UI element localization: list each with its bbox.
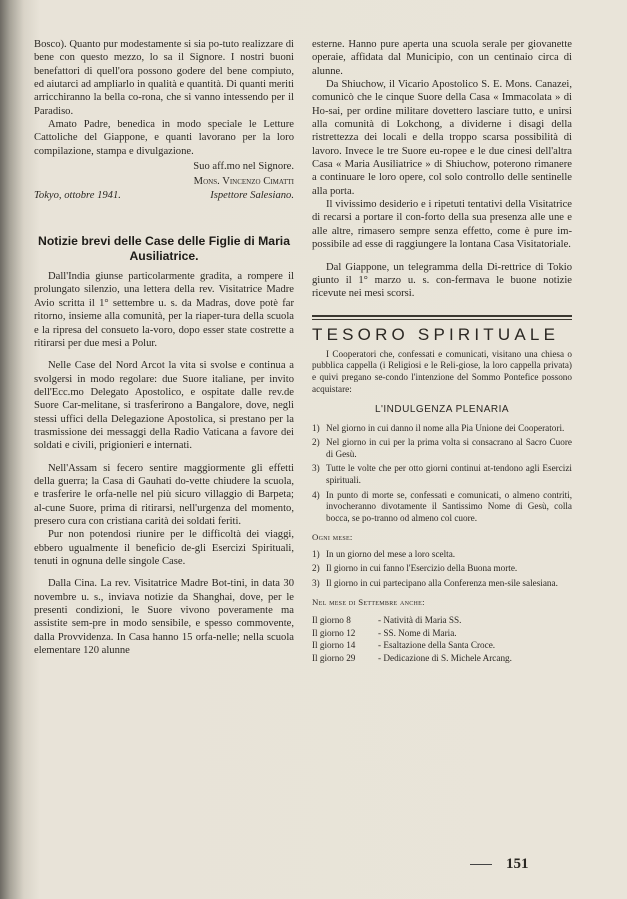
news-paragraph-visitatrice: Il vivissimo desiderio e i ripetuti tentativi della Visitatrice di recarsi a portare il con-forto della sua presenza alle une e alle altre, rimasero sempre senza effetto, come è pure im-possibile ad esse di raggiungere la lontana Casa Visitatoriale. <box>312 199 572 251</box>
settembre-label: Nel mese di Settembre anche: <box>312 597 425 608</box>
section-divider <box>312 315 572 320</box>
indulgenza-title: L'INDULGENZA PLENARIA <box>374 404 510 416</box>
feast-row: Il giorno 14 - Esaltazione della Santa Croce. <box>312 640 496 651</box>
spacer <box>34 568 294 577</box>
news-paragraph-giappone: Dal Giappone, un telegramma della Di-rettrice di Tokio giunto il 1° marzo u. s. con-fermava le buone notizie ricevute nei mesi scorsi. <box>312 261 572 300</box>
left-column <box>34 38 294 657</box>
tesoro-intro: I Cooperatori che, confessati e comunicati, visitano una chiesa o pubblica cappella (i Religiosi e le Reli-giose, la loro cappella privata) e quivi pregano se-condo l'intenzione del Sommo Pontefice possono acquistare: <box>312 348 572 394</box>
spacer <box>34 202 294 224</box>
spacer <box>34 453 294 462</box>
indulgenza-list <box>312 423 572 525</box>
right-column <box>312 38 572 665</box>
list-item: 1) In un giorno del mese a loro scelta. <box>312 548 456 559</box>
news-paragraph-india: Dall'India giunse particolarmente gradita, a rompere il prolungato silenzio, una lettera della rev. Visitatrice Madre Avio scritta il 1° settembre u. s. da Madras, dove potè far ritorno, insieme alla comunità, per la riaper-tura della scuola e la ripresa del consueto la-voro, dopo esser state costrette a ritirarsi per due mesi a Polur. <box>34 271 294 349</box>
news-paragraph-esercizi: Pur non potendosi riunire per le difficoltà dei viaggi, ebbero ugualmente il beneficio de-gli Esercizi Spirituali, tenuti in ognuna delle singole Case. <box>34 529 294 567</box>
signer-title: Ispettore Salesiano. <box>210 189 294 201</box>
list-item: 3) Tutte le volte che per otto giorni continui at-tendono agli Esercizi spirituali. <box>312 463 572 485</box>
ogni-mese-label: Ogni mese: <box>312 532 353 543</box>
list-item: 2) Nel giorno in cui per la prima volta si consacrano al Sacro Cuore di Gesù. <box>312 437 572 459</box>
news-paragraph-esterne: esterne. Hanno pure aperta una scuola serale per giovanette operaie, affidata dal Municipio, con un centinaio circa di alunne. <box>312 39 572 77</box>
news-paragraph-shiuchow: Da Shiuchow, il Vicario Apostolico S. E. Mons. Canazei, comunicò che le cinque Suore della Casa « Immacolata » di Ho-sai, per ordine militare dovettero lasciare tutto, e unirsi alla comunità di Lokchong, a dividerne i disagi della ristrettezza dei locali e della troppo scarsa possibilità di lavoro. Invece le tre Suore eu-ropee e le due cinesi dell'altra Casa « Maria Ausiliatrice » di Shiuchow, poterono rimanere a continuare le loro opere, col solo controllo delle sentinelle alla porta. <box>312 79 572 197</box>
news-paragraph-cina: Dalla Cina. La rev. Visitatrice Madre Bot-tini, in data 30 novembre u. s., inviava notizie da Shanghai, dove, per le presenti condizioni, le Suore vivono poveramente ma assistite sem-pre in modo sensibile, e spesso commovente, dalla Provvidenza. In Casa hanno 15 orfa-nelle; nella scuola elementare 120 alunne <box>34 578 294 657</box>
news-paragraph-nord-arcot: Nelle Case del Nord Arcot la vita si svolse e continua a svolgersi in modo regolare: due Suore italiane, per invito dell'Ecc.mo Delegato Apostolico, e ospitate dalle rev.de Suore Car-melitane, si trasferirono a Bangalore, dove, negli stessi uffici della Delegazione Apostolica, si prestano per la trasmissione dei messaggi della Radio Vaticana a favore dei soldati e civili, prigionieri e internati. <box>34 360 294 452</box>
signer-name: Mons. Vincenzo Cimatti <box>193 176 294 188</box>
list-item: 4) In punto di morte se, confessati e comunicati, o almeno contriti, invocheranno divotamente il Santissimo Nome di Gesù, colla bocca, se po-tranno od almeno col cuore. <box>312 489 572 523</box>
sign-off: Suo aff.mo nel Signore. <box>193 161 294 173</box>
tesoro-title: TESORO SPIRITUALE <box>312 324 560 344</box>
section-heading: Notizie brevi delle Case delle Figlie di Maria Ausiliatrice. <box>38 234 290 264</box>
feast-row: Il giorno 8 - Natività di Maria SS. <box>312 614 462 625</box>
page-number: 151 <box>506 856 529 872</box>
intro-paragraph-1: Bosco). Quanto pur modestamente si sia po-tuto realizzare di bene con questo mezzo, lo sa il Signore. I nostri buoni benefattori di quell'ora possono godere del bene compiuto, ed aiutarci ad ampliarlo in qualità e quantità. Di quanti meriti arricchiranno la bella co-rona, che si vanno intessendo per il Paradiso. <box>34 39 294 117</box>
list-item: 1) Nel giorno in cui danno il nome alla Pia Unione dei Cooperatori. <box>312 422 565 433</box>
list-item: 3) Il giorno in cui partecipano alla Conferenza men-sile salesiana. <box>312 577 558 588</box>
ogni-mese-list <box>312 549 572 590</box>
intro-paragraph-2: Amato Padre, benedica in modo speciale le Letture Cattoliche del Giappone, e quanti lavorano per la loro compilazione, stampa e divulgazione. <box>34 119 294 157</box>
spacer <box>34 350 294 359</box>
signature-line <box>34 189 294 202</box>
feast-row: Il giorno 29 - Dedicazione di S. Michele Arcang. <box>312 653 512 664</box>
feast-row: Il giorno 12 - SS. Nome di Maria. <box>312 627 457 638</box>
list-item: 2) Il giorno in cui fanno l'Esercizio della Buona morte. <box>312 563 518 574</box>
decorative-dash <box>470 864 492 865</box>
news-paragraph-assam: Nell'Assam si fecero sentire maggiormente gli effetti della guerra; la Casa di Gauhati do-vette chiudere la scuola, e trasferire le orfa-nelle nel più sicuro villaggio di Barpeta; al-cune Suore, prima di ritirarsi, nell'urgenza del momento, presero cura con cristiana carità dei soldati feriti. <box>34 462 294 527</box>
spacer <box>312 252 572 261</box>
place-date: Tokyo, ottobre 1941. <box>34 189 121 201</box>
